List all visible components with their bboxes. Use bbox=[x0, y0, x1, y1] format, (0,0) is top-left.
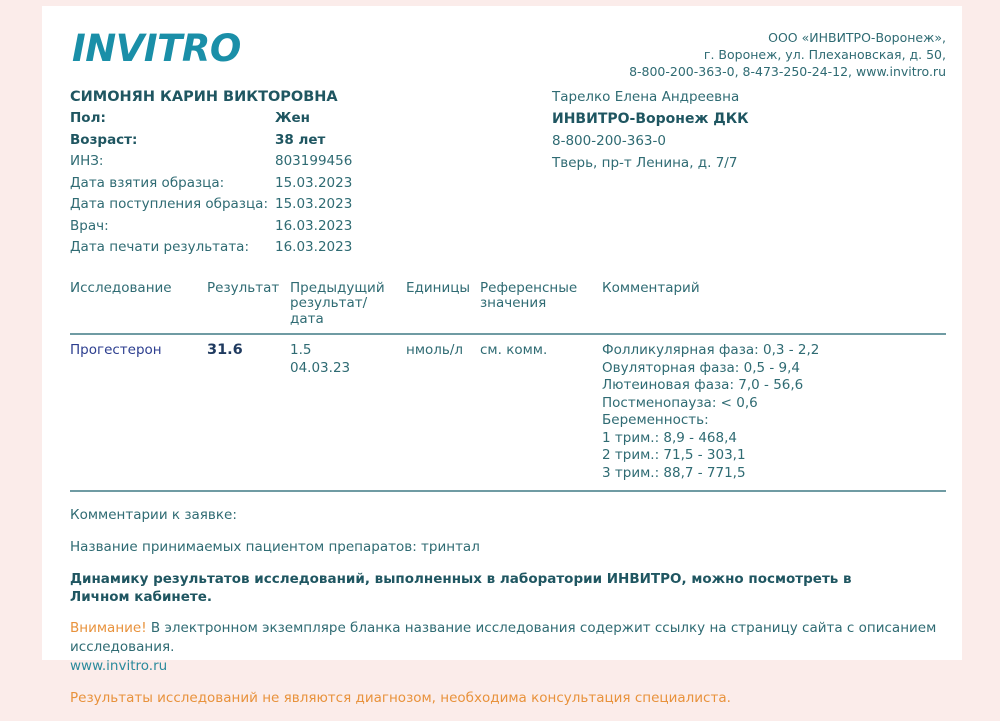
report-header bbox=[70, 20, 946, 82]
column-header-analyte: Исследование bbox=[70, 279, 172, 296]
report-content bbox=[70, 20, 946, 721]
order-comments-title: Комментарии к заявке: bbox=[70, 507, 237, 523]
disclaimer-note: Результаты исследований не являются диагнозом, необходима консультация специалиста. bbox=[70, 690, 731, 706]
attention-label: Внимание! bbox=[70, 620, 147, 636]
clinic-name: ИНВИТРО-Воронеж ДКК bbox=[552, 111, 749, 127]
patient-field-age-label: Возраст: bbox=[70, 131, 138, 148]
invitro-logo: INVITRO bbox=[72, 27, 241, 70]
patient-name: СИМОНЯН КАРИН ВИКТОРОВНА bbox=[70, 89, 338, 105]
patient-field-sample-date-label: Дата взятия образца: bbox=[70, 174, 225, 191]
cell-previous-date: 04.03.23 bbox=[290, 359, 351, 376]
column-header-previous: Предыдущий результат/дата bbox=[290, 279, 385, 327]
patient-field-receipt-date-value: 15.03.2023 bbox=[275, 196, 353, 212]
cell-previous bbox=[290, 342, 406, 482]
clinic-doctor-name: Тарелко Елена Андреевна bbox=[552, 89, 740, 105]
cell-reference: см. комм. bbox=[480, 342, 548, 358]
comment-line: 2 трим.: 71,5 - 303,1 bbox=[602, 447, 746, 463]
patient-field-sample-date-value: 15.03.2023 bbox=[275, 174, 353, 191]
patient-info bbox=[70, 86, 540, 259]
patient-field-sex-label: Пол: bbox=[70, 110, 106, 126]
patient-field-receipt-date-label: Дата поступления образца: bbox=[70, 196, 268, 212]
report-page bbox=[42, 6, 962, 706]
org-line-3: 8-800-200-363-0, 8-473-250-24-12, www.invitro.ru bbox=[629, 64, 946, 79]
column-header-units: Единицы bbox=[406, 279, 471, 296]
dynamics-note-line-1: Динамику результатов исследований, выполненных в лаборатории ИНВИТРО, можно посмотреть в bbox=[70, 571, 852, 587]
patient-field-inz-label: ИНЗ: bbox=[70, 153, 104, 169]
attention-note bbox=[70, 619, 946, 676]
info-section bbox=[70, 86, 946, 259]
organization-block bbox=[629, 20, 946, 80]
patient-field-doctor-label: Врач: bbox=[70, 217, 109, 234]
patient-field-receipt-date bbox=[70, 194, 540, 216]
patient-field-age bbox=[70, 130, 540, 152]
org-line-2: г. Воронеж, ул. Плехановская, д. 50, bbox=[703, 47, 946, 62]
comment-line: Фолликулярная фаза: 0,3 - 2,2 bbox=[602, 342, 820, 358]
cell-units: нмоль/л bbox=[406, 342, 464, 358]
clinic-phone: 8-800-200-363-0 bbox=[552, 133, 666, 149]
cell-previous-value: 1.5 bbox=[290, 342, 312, 358]
dynamics-note-line-2: Личном кабинете. bbox=[70, 589, 213, 605]
results-table bbox=[70, 281, 946, 493]
cell-comment bbox=[602, 342, 946, 482]
attention-text: В электронном экземпляре бланка название исследования содержит ссылку на страницу сайта с описанием исследования. bbox=[70, 620, 937, 655]
comment-line: 1 трим.: 8,9 - 468,4 bbox=[602, 429, 737, 446]
comment-line: Постменопауза: < 0,6 bbox=[602, 394, 758, 411]
patient-field-print-date-value: 16.03.2023 bbox=[275, 239, 353, 255]
patient-field-age-value: 38 лет bbox=[275, 131, 326, 148]
comment-line: Овуляторная фаза: 0,5 - 9,4 bbox=[602, 359, 801, 376]
cell-analyte[interactable]: Прогестерон bbox=[70, 342, 162, 358]
patient-field-sample-date bbox=[70, 173, 540, 195]
order-comments-text: Название принимаемых пациентом препаратов: тринтал bbox=[70, 539, 480, 555]
clinic-info bbox=[540, 86, 946, 259]
column-header-comment: Комментарий bbox=[602, 279, 700, 296]
cell-result: 31.6 bbox=[207, 342, 243, 358]
patient-field-inz bbox=[70, 151, 540, 173]
patient-field-sex-value: Жен bbox=[275, 110, 311, 126]
comment-line: Лютеиновая фаза: 7,0 - 56,6 bbox=[602, 377, 804, 393]
table-bottom-rule bbox=[70, 490, 946, 492]
patient-field-print-date bbox=[70, 237, 540, 259]
patient-field-sex bbox=[70, 108, 540, 130]
org-line-1: ООО «ИНВИТРО-Воронеж», bbox=[768, 30, 946, 45]
dynamics-note bbox=[70, 570, 946, 606]
clinic-address: Тверь, пр-т Ленина, д. 7/7 bbox=[552, 155, 738, 171]
table-row bbox=[70, 335, 946, 486]
table-header-row bbox=[70, 281, 946, 334]
patient-field-inz-value: 803199456 bbox=[275, 153, 353, 169]
comment-line: Беременность: bbox=[602, 412, 709, 428]
footer-notes bbox=[70, 506, 946, 708]
patient-field-doctor bbox=[70, 216, 540, 238]
patient-field-doctor-value: 16.03.2023 bbox=[275, 217, 353, 234]
column-header-reference: Референсные значения bbox=[480, 279, 578, 311]
patient-field-print-date-label: Дата печати результата: bbox=[70, 239, 250, 255]
comment-line: 3 трим.: 88,7 - 771,5 bbox=[602, 464, 746, 481]
invitro-website-link[interactable]: www.invitro.ru bbox=[70, 658, 168, 674]
column-header-result: Результат bbox=[207, 279, 280, 296]
